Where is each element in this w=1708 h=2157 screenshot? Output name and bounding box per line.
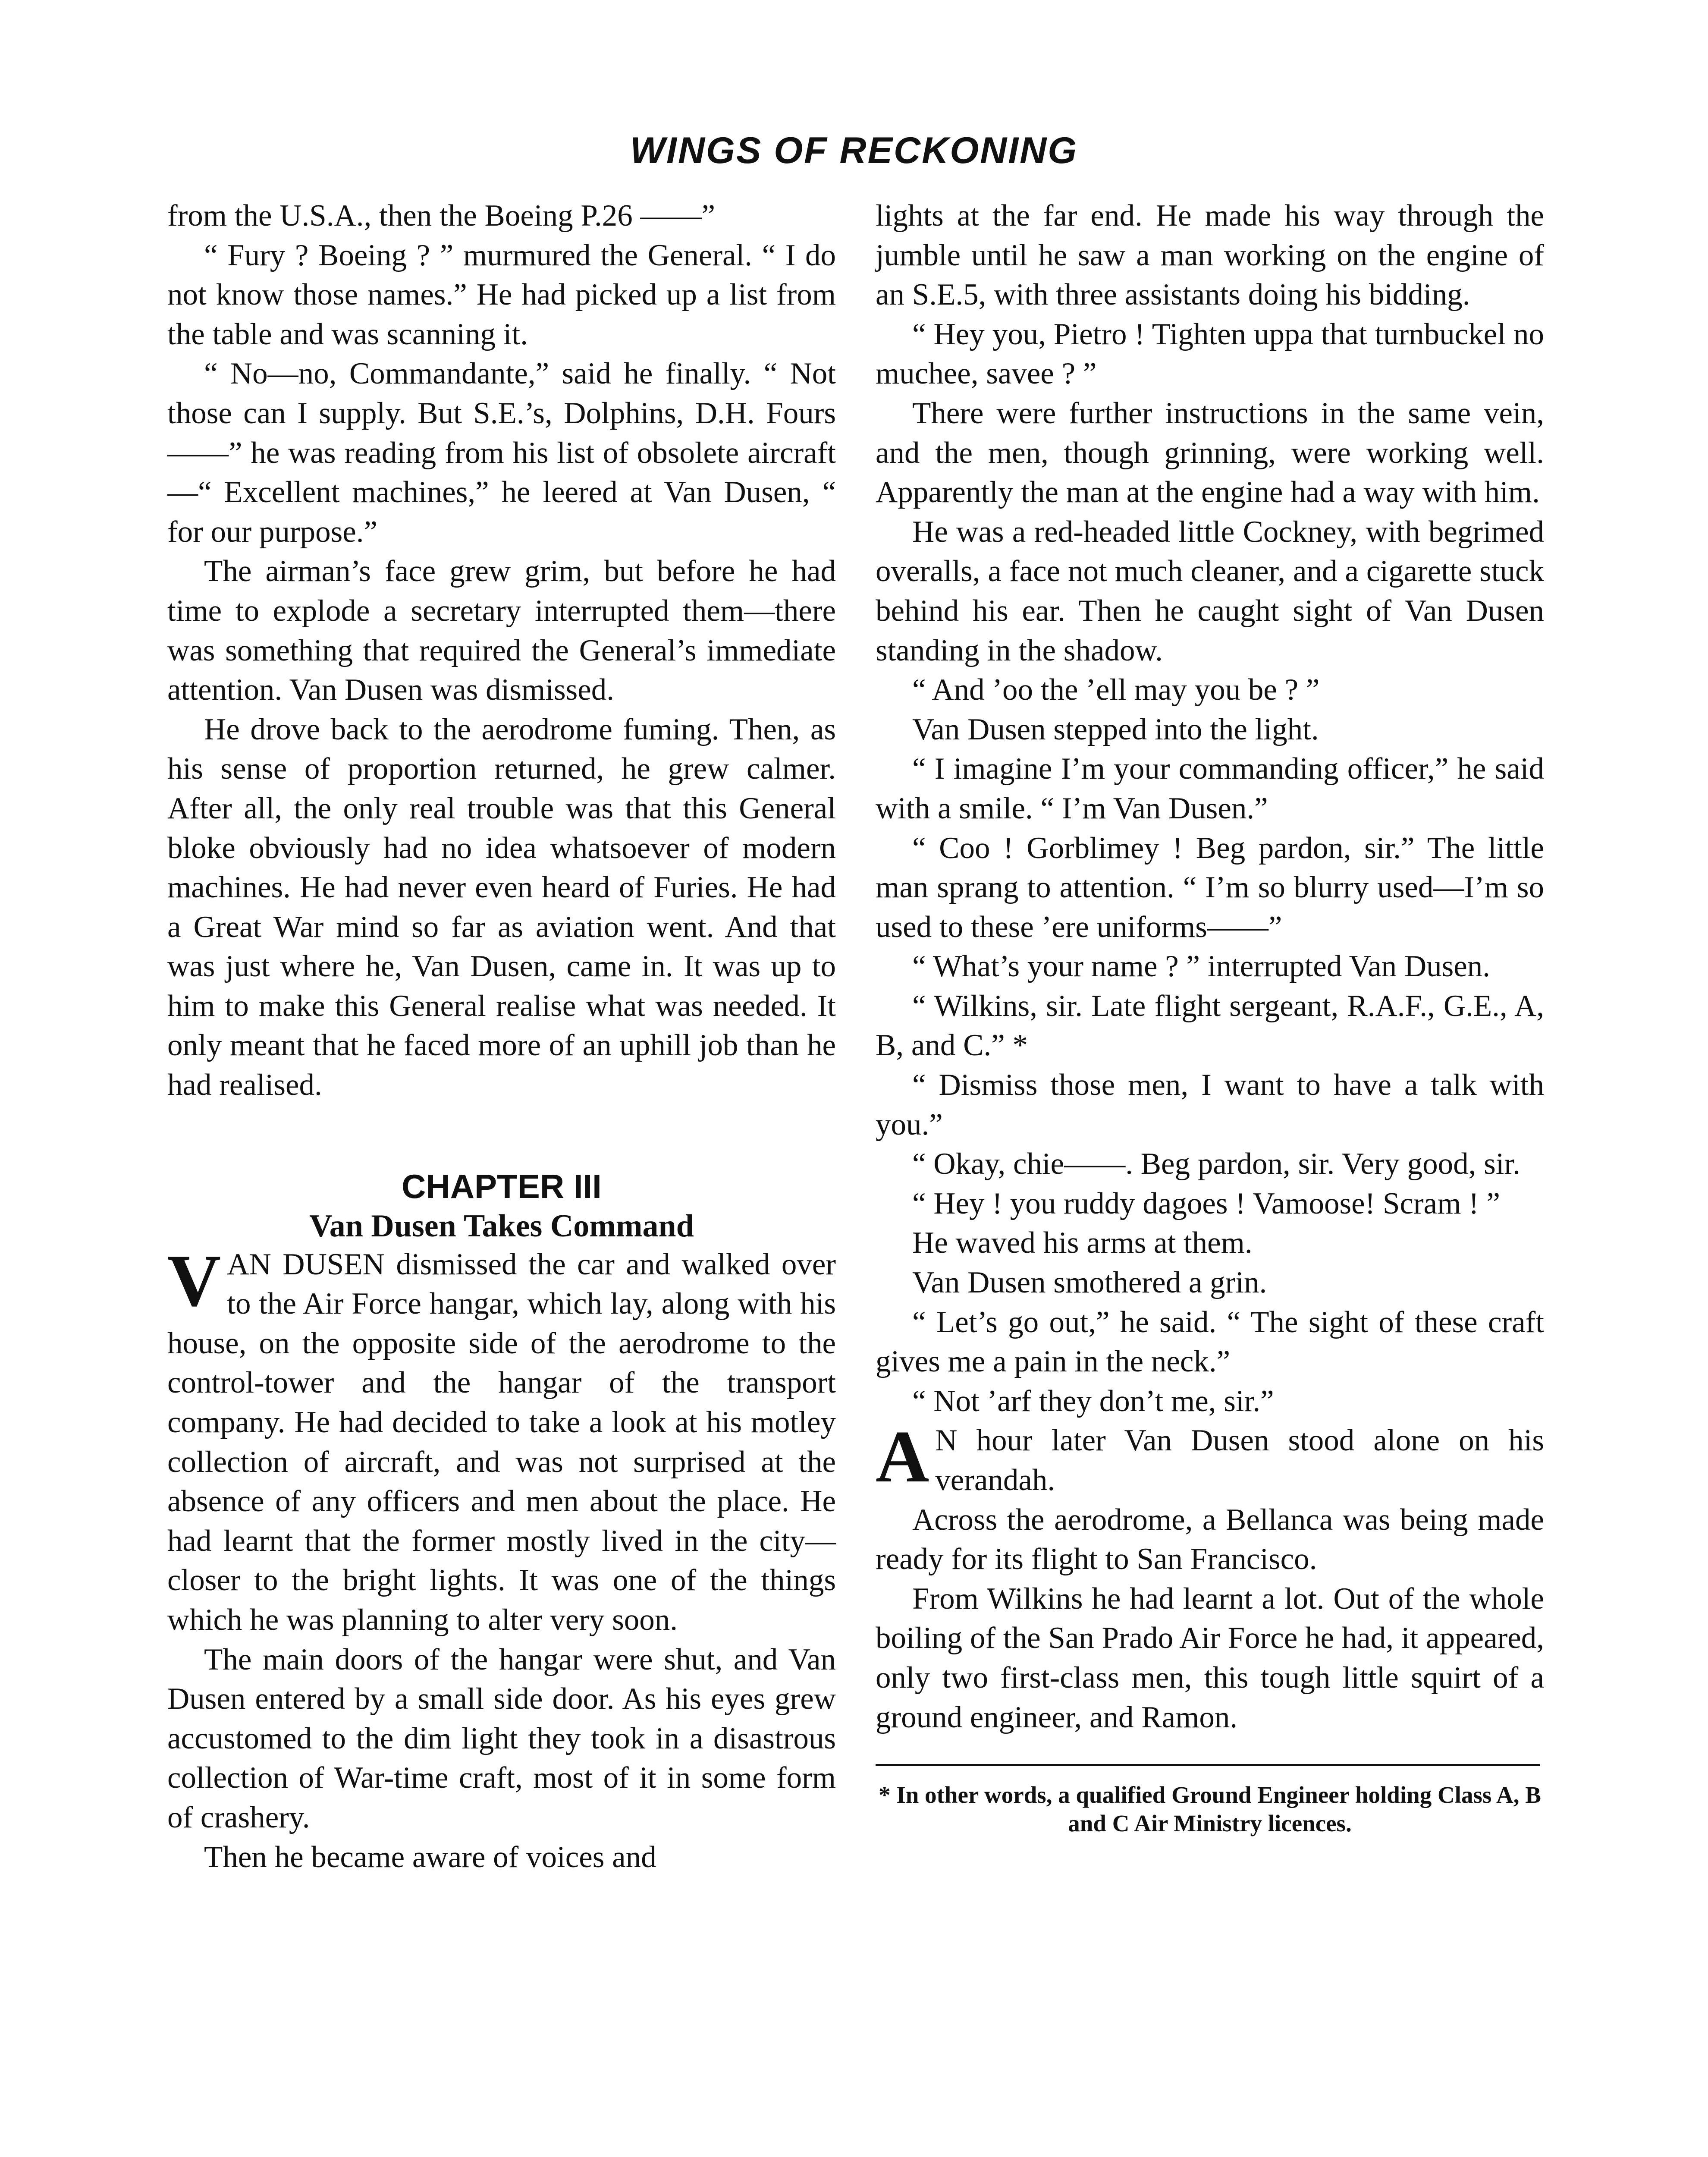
paragraph: “ I imagine I’m your commanding officer,” he said with a smile. “ I’m Van Dusen.” [876,752,1544,825]
paragraph: from the U.S.A., then the Boeing P.26 ——” [167,199,715,233]
paragraph: “ Okay, chie——. Beg pardon, sir. Very good, sir. [912,1147,1520,1181]
paragraph: Van Dusen stepped into the light. [912,712,1319,746]
page-title: WINGS OF RECKONING [630,130,1078,171]
paragraph: Van Dusen smothered a grin. [912,1266,1267,1300]
chapter-subtitle: Van Dusen Takes Command [309,1208,694,1244]
paragraph: “ Coo ! Gorblimey ! Beg pardon, sir.” The little man sprang to attention. “ I’m so blurry used—I’m so used to these ’ere uniforms——” [876,831,1544,944]
paragraph: He waved his arms at them. [912,1226,1253,1260]
paragraph: “ No—no, Commandante,” said he finally. “ Not those can I supply. But S.E.’s, Dolphins, D.H. Fours——” he was reading from his list of obsolete aircraft—“ Excellent machines,” he leered at Van Dusen, “ for our purpose.” [167,357,836,549]
section-opening-paragraph [876,1416,1544,1500]
paragraph: “ And ’oo the ’ell may you be ? ” [912,673,1320,707]
paragraph: lights at the far end. He made his way through the jumble until he saw a man working on the engine of an S.E.5, with three assistants doing his bidding. [876,199,1544,312]
paragraph: Then he became aware of voices and [204,1840,656,1874]
right-column [876,196,1544,1838]
paragraph: “ Dismiss those men, I want to have a talk with you.” [876,1068,1544,1141]
footnote: * In other words, a qualified Ground Engineer holding Class A, B and C Air Ministry licences. [879,1782,1541,1837]
paragraph: Across the aerodrome, a Bellanca was being made ready for its flight to San Francisco. [876,1503,1544,1576]
footnote-divider [876,1764,1540,1766]
left-column [167,196,836,1877]
paragraph: “ Hey ! you ruddy dagoes ! Vamoose! Scram ! ” [912,1186,1501,1220]
paragraph: “ What’s your name ? ” interrupted Van Dusen. [912,950,1491,984]
paragraph: “ Let’s go out,” he said. “ The sight of these craft gives me a pain in the neck.” [876,1305,1544,1379]
paragraph: There were further instructions in the same vein, and the men, though grinning, were working well. Apparently the man at the engine had a way with him. [876,396,1544,509]
paragraph: “ Fury ? Boeing ? ” murmured the General. “ I do not know those names.” He had picked up a list from the table and was scanning it. [167,238,836,351]
chapter-heading: CHAPTER III [402,1167,602,1205]
paragraph: “ Wilkins, sir. Late flight sergeant, R.A.F., G.E., A, B, and C.” * [876,989,1544,1063]
paragraph: The main doors of the hangar were shut, and Van Dusen entered by a small side door. As his eyes grew accustomed to the dim light they took in a disastrous collection of War-time craft, most of it in some form of crashery. [167,1642,836,1834]
paragraph: He was a red-headed little Cockney, with begrimed overalls, a face not much cleaner, and a cigarette stuck behind his ear. Then he caught sight of Van Dusen standing in the shadow. [876,515,1544,667]
paragraph: The airman’s face grew grim, but before he had time to explode a secretary interrupted them—there was something that required the General’s immediate attention. Van Dusen was dismissed. [167,554,836,707]
paragraph: “ Not ’arf they don’t me, sir.” [912,1384,1274,1418]
paragraph: From Wilkins he had learnt a lot. Out of the whole boiling of the San Prado Air Force he had, it appeared, only two first-class men, this tough little squirt of a ground engineer, and Ramon. [876,1582,1544,1734]
paragraph-text: AN DUSEN dismissed the car and walked over to the Air Force hangar, which lay, along with his house, on the opposite side of the aerodrome to the control-tower and the hangar of the transport company. He had decided to take a look at his motley collection of aircraft, and was not surprised at the absence of any officers and men about the place. He had learnt that the former mostly lived in the city—closer to the bright lights. It was one of the things which he was planning to alter very soon. [167,1247,836,1637]
chapter-opening-paragraph [167,1239,836,1640]
drop-cap: V [167,1239,221,1322]
paragraph: “ Hey you, Pietro ! Tighten uppa that turnbuckel no muchee, savee ? ” [876,317,1544,391]
paragraph-text: N hour later Van Dusen stood alone on his verandah. [935,1424,1544,1497]
paragraph: He drove back to the aerodrome fuming. Then, as his sense of proportion returned, he grew calmer. After all, the only real trouble was that this General bloke obviously had no idea whatsoever of modern machines. He had never even heard of Furies. He had a Great War mind so far as aviation went. And that was just where he, Van Dusen, came in. It was up to him to make this General realise what was needed. It only meant that he faced more of an uphill job than he had realised. [167,712,836,1102]
drop-cap: A [876,1416,929,1498]
